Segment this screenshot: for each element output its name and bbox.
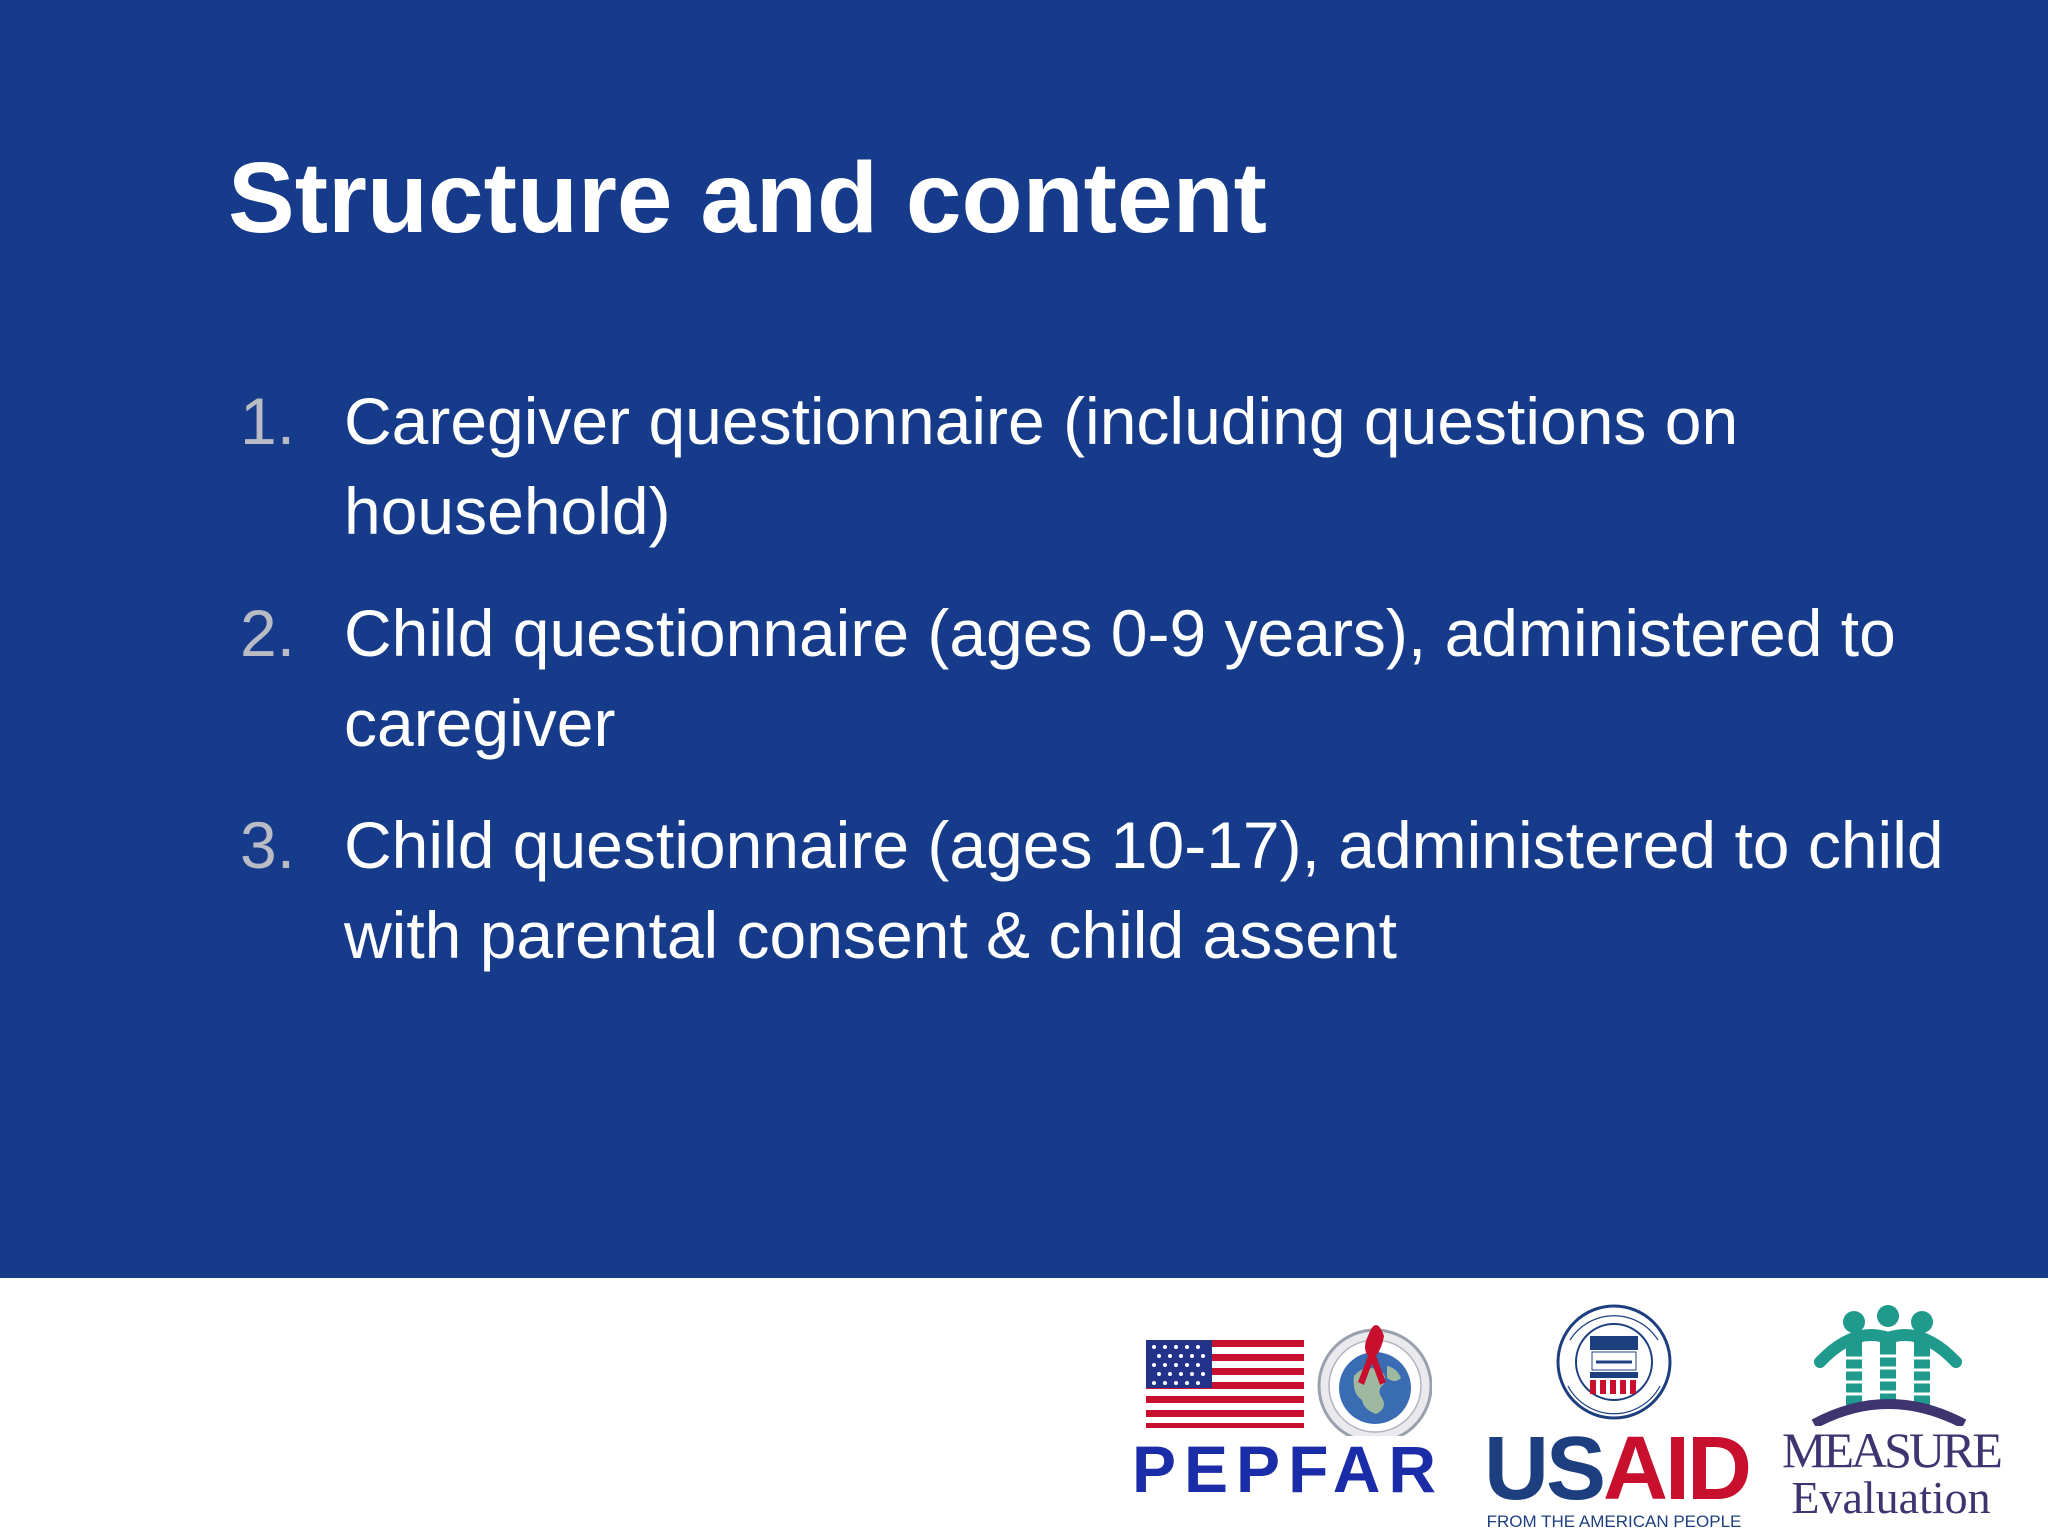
pepfar-wordmark: PEPFAR [1132, 1432, 1445, 1506]
list-item-text: Caregiver questionnaire (including questions on household) [344, 384, 1739, 548]
list-item-number: 2. [240, 596, 296, 670]
usaid-wordmark-us: US [1484, 1419, 1604, 1519]
list-item [240, 800, 1960, 980]
measure-people-icon [1776, 1302, 2006, 1426]
usaid-wordmark [1484, 1419, 1750, 1519]
list-item-number: 3. [240, 808, 296, 882]
slide-title: Structure and content [228, 142, 1267, 254]
list-item-text: Child questionnaire (ages 0-9 years), administered to caregiver [344, 596, 1896, 760]
globe-seal-icon [1319, 1325, 1431, 1436]
measure-evaluation-logo [1776, 1302, 2006, 1522]
list-item-number: 1. [240, 384, 296, 458]
usaid-wordmark-aid: AID [1603, 1419, 1750, 1519]
usaid-tagline: FROM THE AMERICAN PEOPLE [1486, 1512, 1742, 1531]
list-item [240, 588, 1960, 768]
list-item-text: Child questionnaire (ages 10-17), administered to child with parental consent & child assent [344, 808, 1944, 972]
list-item [240, 376, 1960, 556]
usaid-seal-icon [1484, 1300, 1744, 1424]
numbered-list [240, 376, 1960, 1012]
measure-wordmark: MEASURE [1782, 1422, 2000, 1478]
evaluation-wordmark: Evaluation [1791, 1472, 1991, 1523]
us-flag-and-seal-icon [1132, 1306, 1432, 1436]
usaid-logo [1484, 1300, 1750, 1531]
pepfar-logo [1132, 1306, 1445, 1506]
us-flag-icon [1146, 1340, 1304, 1428]
